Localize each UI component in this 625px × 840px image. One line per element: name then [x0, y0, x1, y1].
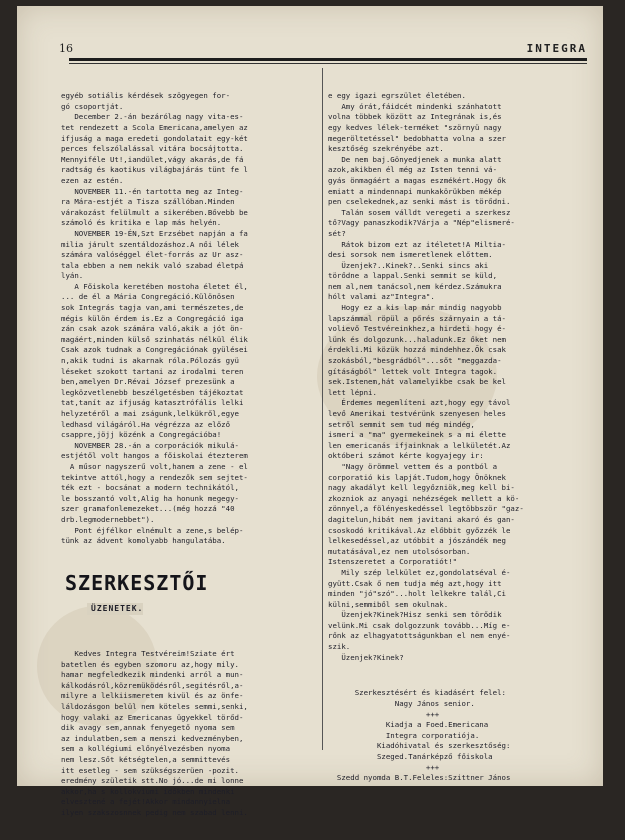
- text-line: Üzenjek?Kinek?: [328, 652, 404, 662]
- text-line: estjétől volt hangos a főiskolai étezterem: [61, 451, 248, 461]
- text-line: December 2.-án bezárólag nagy vita-es-: [61, 112, 244, 122]
- text-line: gyás önmagáért a magas eszmékért.Hogy ők: [328, 175, 506, 185]
- text-line: sek.Istenem,hát valamelyikbe csak be kel: [328, 377, 506, 387]
- text-line: "Nagy örömmel vettem és a pontból a: [328, 461, 498, 471]
- text-line: NOVEMBER 19-ÉN,Szt Erzsébet napján a fa: [61, 228, 248, 238]
- text-line: kálkodásról,közremüködésről,segitésről,a-: [61, 680, 244, 690]
- text-line: lett lépni.: [328, 387, 377, 397]
- text-line: szokásból,"besgrádból"...sőt "meggazda-: [328, 356, 502, 366]
- text-line: csappre,jöjj közénk a Congregációba!: [61, 430, 222, 440]
- text-line: számára valóséggel élet-forrás az Ur asz-: [61, 250, 244, 260]
- text-line: Hogy ez a kis lap már mindig nagyobb: [328, 303, 502, 313]
- text-line: le bosszantó volt,Alig ha honunk megegy-: [61, 493, 239, 503]
- newsletter-page: [17, 6, 603, 817]
- text-line: e egy igazi egrszület életében.: [328, 91, 466, 101]
- imprint-line: +++: [328, 762, 440, 772]
- text-line: n,akik tudni is akarnak róla.Pólozás gyü: [61, 356, 239, 366]
- text-line: sem a kollégiumi előnyélvezésben nyoma: [61, 744, 231, 754]
- text-line: egyéb sotiális kérdések szögyegen for-: [61, 91, 231, 101]
- imprint-line: Szeged.Tanárképző főiskola: [328, 752, 493, 761]
- text-line: Istenszeretet a Corporatiót!": [328, 557, 458, 567]
- text-line: len emericanás ifjainknak a lelkületét.Az: [328, 440, 511, 450]
- text-line: Kedves Integra Testvéreim!Sziate ért: [61, 649, 235, 659]
- text-line: perces felszólalással vitára bocsájtotta.: [61, 144, 244, 154]
- imprint-line: Szedd nyomda B.T.Feleles:Szittner János: [328, 773, 511, 783]
- text-line: Pont éjfélkor elnémult a zene,s belép-: [61, 525, 244, 535]
- imprint-line: Nagy János senior.: [328, 699, 475, 709]
- text-line: számoló és kritika e lap más helyén.: [61, 218, 222, 228]
- text-line: gításágból" lettek volt Integra tagok.: [328, 366, 498, 376]
- right-column: [328, 70, 590, 805]
- left-column-text-bottom: [61, 649, 317, 819]
- imprint-line: Szerkesztésért és kiadásért felel:: [328, 688, 506, 698]
- text-line: Mennyiféle Ut!,iandület,vágy akarás,de fá: [61, 154, 244, 164]
- text-line: kesztőség szekrényébe azt.: [328, 144, 444, 154]
- text-line: levő Amerikai testvérünk szenyesen heles: [328, 409, 506, 418]
- text-line: szik.: [328, 642, 351, 652]
- text-line: nem lesz.Sőt kétségtelen,a semmittevés: [61, 755, 231, 765]
- text-line: lünk és dolgozunk...haladunk.Ez őket nem: [328, 334, 506, 344]
- text-line: De nem baj.Gönyedjenek a munka alatt: [328, 154, 502, 164]
- text-line: tekintve attól,hogy a rendezők sem sejtet-: [61, 472, 248, 482]
- text-line: gó csoportját.: [61, 101, 124, 111]
- text-line: ra Mára-estjét a Tisza szállóban.Minden: [61, 197, 235, 207]
- text-line: ilyen szakszosnnek pedig nem szabad lenni.: [61, 808, 248, 817]
- imprint-line: Kiadja a Foed.Emericana: [328, 720, 489, 730]
- text-line: ifjuság a maga eredeti gondolatait egy-két: [61, 133, 248, 143]
- imprint-line: Integra corporatiója.: [328, 730, 480, 740]
- text-line: törődne a lappal.Senki semmit se küld,: [328, 271, 498, 281]
- text-line: egy kedves lélek-terméket "szörnyü nagy: [328, 122, 502, 132]
- text-line: lelkesedéssel,az utóbbit a jószándék meg: [328, 536, 506, 546]
- text-line: ismeri a "ma" gyermekeinek s a mi élette: [328, 430, 506, 440]
- text-line: pen cselekednek,az senki mást is törődni.: [328, 197, 511, 207]
- text-line: csoskodó kritikával.Az előbbit győzzék le: [328, 525, 511, 535]
- text-line: tet rendezett a Scola Emericana,amelyen az: [61, 122, 248, 132]
- text-line: szer gramafonlemezeket...(még hozzá "40: [61, 504, 235, 514]
- text-line: A műsor nagyszerű volt,hanem a zene - el: [61, 461, 248, 471]
- text-line: itt esetleg - sem szükségszerüen -pozit.: [61, 765, 239, 775]
- text-line: tala ebben a nem nekik való szabad életpá: [61, 260, 244, 270]
- text-line: desi sorsok nem ismeretlenek előttem.: [328, 250, 493, 260]
- text-line: Érdemes megemlíteni azt,hogy egy távol: [328, 398, 511, 408]
- imprint-line: +++: [328, 709, 440, 719]
- text-line: lyán.: [61, 271, 84, 281]
- imprint-line: Kiadóhivatal és szerkesztőség:: [328, 741, 511, 751]
- text-line: ledhasd világáról.Ha végrézza az előző: [61, 419, 231, 429]
- text-line: mutatásával,ez nem utolsósorban.: [328, 546, 471, 556]
- text-line: zán csak azok számára való,akik a jót ön-: [61, 324, 244, 334]
- text-line: Rátok bizom ezt az itéletet!A Miltia-: [328, 239, 506, 249]
- text-line: gyütt.Csak ő nem tudja még azt,hogy itt: [328, 578, 502, 588]
- text-line: legközvetlenebb beszélgetésben tájékoztat: [61, 387, 244, 397]
- text-line: milyre a lelkiismeretem kivül és az önfe-: [61, 691, 244, 701]
- text-line: akkor,ha s kollokviumi időkben mindenki: [61, 786, 235, 796]
- header-rule-thin: [69, 63, 587, 64]
- text-line: milia járult szentáldozáshoz.A női lélek: [61, 239, 239, 249]
- text-line: nagy akadályt kell legyőzniök,meg kell bi-: [328, 483, 515, 493]
- text-line: láldozásgon belül nem köteles semmi,senki,: [61, 702, 248, 712]
- text-line: eredmény születik stt.No jó...de mi lonne: [61, 776, 244, 786]
- text-line: lapszámmal röpül a pőrés szárnyain a tá-: [328, 313, 506, 323]
- text-line: tő?Vagy panaszkodik?Várja a "Nép"elismeré-: [328, 218, 515, 228]
- text-line: elvesztené a fejét!Akkor mindannyielna: [61, 797, 231, 807]
- text-line: setről semmit sem tud még mindég,: [328, 419, 475, 429]
- text-line: ték ezt - bocsánat a modern technikától,: [61, 483, 239, 493]
- text-line: dik avagy sem,annak fenyegető nyoma sem: [61, 723, 235, 733]
- text-line: emiatt a mindennapi munkakörükben mékép: [328, 186, 502, 196]
- section-heading: [61, 570, 317, 624]
- text-line: hogy valaki az Emericanas ügyekkel törőd-: [61, 712, 244, 722]
- text-line: batetlen és egyben szomoru az,hogy mily.: [61, 659, 239, 669]
- text-line: rőnk az elhagyatottságunkban el nem enyé-: [328, 631, 511, 641]
- masthead-title: INTEGRA: [526, 42, 587, 55]
- text-line: hólt valami az"Integra".: [328, 292, 435, 302]
- text-line: volna többek között az Integrának is,és: [328, 112, 502, 122]
- text-line: ben,amelyen Dr.Révai József prezesünk a: [61, 377, 235, 387]
- text-line: léseket szokott tartani az irodalmi teren: [61, 366, 244, 376]
- text-line: Amy órát,fáidcét mindenki szánhatott: [328, 101, 502, 111]
- text-line: érdekli.Mi közük hozzá mindehhez.Ők csak: [328, 345, 506, 355]
- text-line: Mily szép lelkület ez,gondolatséval é-: [328, 567, 511, 577]
- text-line: minden "jó"szó"...holt lelkekre talál,Ci: [328, 589, 506, 599]
- header-rule: [69, 58, 587, 61]
- text-line: helyzetéről a mai zságunk,lelkükről,egye: [61, 409, 239, 418]
- text-line: hamar megfeledkezik mindenki arról a mun-: [61, 670, 244, 680]
- text-line: zkozniok az anyagi nehézségek mellett a kö-: [328, 493, 520, 503]
- page-header: [47, 42, 587, 58]
- text-line: tat,tanít az ifjuság katasztrófális lelki: [61, 398, 244, 408]
- text-line: külni,semmiből sem okulnak.: [328, 599, 449, 609]
- text-line: velünk.Mi csak dolgozzunk tovább...Míg e-: [328, 620, 511, 630]
- text-line: azok,akikben él még az Isten tenni vá-: [328, 165, 498, 175]
- text-line: zönnyel,a fölényeskedéssel legtöbbször "gaz-: [328, 504, 524, 514]
- text-line: Csak azok tudnak a Congregációnak gyülései: [61, 345, 248, 355]
- text-line: A Főiskola keretében mostoha életet él,: [61, 281, 248, 291]
- text-line: volievő Testvéreinkhez,a hirdeti hogy é-: [328, 324, 506, 334]
- left-column: [61, 70, 317, 840]
- text-line: várakozást felülmult a sikerében.Bővebb be: [61, 207, 248, 217]
- section-title: SZERKESZTŐI: [65, 570, 209, 595]
- text-line: nem al,nem tanácsol,nem kérdez.Számukra: [328, 281, 502, 291]
- text-line: ezen az estén.: [61, 175, 124, 185]
- text-line: Talán sosem válldt veregeti a szerkesz: [328, 207, 511, 217]
- section-subtitle: ÜZENETEK.: [91, 603, 144, 613]
- text-line: magáért,minden külső szinhatás nélkül élik: [61, 334, 248, 344]
- text-line: corporatió kis lapját.Tudom,hogy Önöknek: [328, 472, 506, 482]
- text-line: radtság és kaotikus világbajárás tünt fe l: [61, 165, 248, 175]
- text-line: NOVEMBER 11.-én tartotta meg az Integ-: [61, 186, 244, 196]
- text-line: tünk az ádvent komolyabb hangulatába.: [61, 536, 226, 546]
- text-line: októberi számot kérte kogyajegy ir:: [328, 451, 484, 461]
- page-number: 16: [59, 42, 73, 55]
- text-line: Üzenjek?Kinek?Hisz senki sem törődik: [328, 610, 502, 620]
- text-line: Üzenjek?..Kinek?..Senki sincs aki: [328, 260, 489, 270]
- text-line: dagitelun,hibát nem javitani akaró és gan-: [328, 514, 515, 524]
- text-line: mégis külön érdem is.Ez a Congregáció iga: [61, 313, 244, 323]
- text-line: megeröltetéssel" bedobhatta volna a szer: [328, 133, 506, 143]
- right-column-text: [328, 91, 590, 663]
- column-divider: [322, 68, 323, 750]
- text-line: ... de él a Mária Congregáció.Különösen: [61, 292, 235, 302]
- text-line: sét?: [328, 228, 346, 238]
- text-line: az indulatben,sem a menszi kedvezményben,: [61, 733, 244, 743]
- text-line: NOVEMBER 28.-án a corporációk mikulá-: [61, 440, 239, 450]
- text-line: drb.legmodernebbet").: [61, 514, 155, 524]
- text-line: sok Integrás tagja van,ami természetes,de: [61, 303, 244, 313]
- imprint-block: [328, 688, 590, 783]
- left-column-text: [61, 91, 317, 547]
